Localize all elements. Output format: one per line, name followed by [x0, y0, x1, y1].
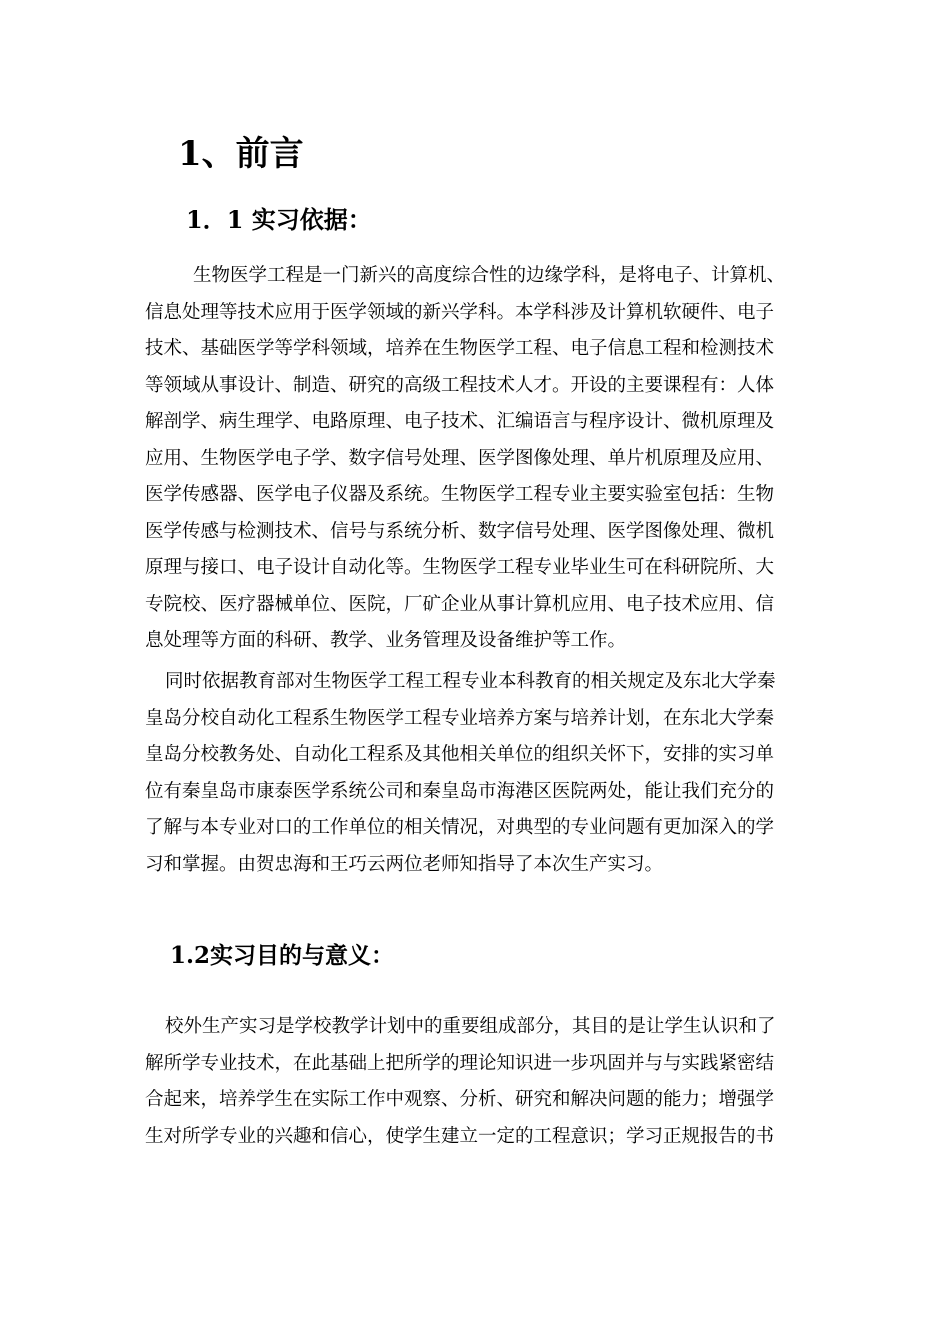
section-heading-purpose: 1.2实习目的与意义： — [170, 942, 395, 969]
text-line: 皇岛分校教务处、自动化工程系及其他相关单位的组织关怀下，安排的实习单 — [145, 744, 775, 765]
text-line: 校外生产实习是学校教学计划中的重要组成部分，其目的是让学生认识和了 — [165, 1016, 776, 1037]
text-line: 医学传感与检测技术、信号与系统分析、数字信号处理、医学图像处理、微机 — [145, 520, 775, 542]
text-line: 解所学专业技术，在此基础上把所学的理论知识进一步巩固并与与实践紧密结 — [145, 1052, 775, 1074]
text-line: 习和掌握。由贺忠海和王巧云两位老师知指导了本次生产实习。 — [145, 853, 664, 875]
section-heading-basis: 1．1 实习依据： — [186, 205, 372, 234]
text-line: 原理与接口、电子设计自动化等。生物医学工程专业毕业生可在科研院所、大 — [145, 557, 775, 578]
text-line: 医学传感器、医学电子仪器及系统。生物医学工程专业主要实验室包括：生物 — [145, 484, 775, 505]
text-line: 等领域从事设计、制造、研究的高级工程技术人才。开设的主要课程有：人体 — [145, 374, 775, 396]
text-line: 专院校、医疗器械单位、医院，厂矿企业从事计算机应用、电子技术应用、信 — [145, 593, 775, 615]
text-line: 合起来，培养学生在实际工作中观察、分析、研究和解决问题的能力；增强学 — [145, 1089, 775, 1110]
text-line: 应用、生物医学电子学、数字信号处理、医学图像处理、单片机原理及应用、 — [145, 447, 775, 469]
text-line: 息处理等方面的科研、教学、业务管理及设备维护等工作。 — [145, 630, 627, 651]
text-line: 了解与本专业对口的工作单位的相关情况，对典型的专业问题有更加深入的学 — [145, 817, 775, 838]
text-line: 信息处理等技术应用于医学领域的新兴学科。本学科涉及计算机软硬件、电子 — [145, 301, 775, 323]
text-line: 生对所学专业的兴趣和信心，使学生建立一定的工程意识；学习正规报告的书 — [145, 1125, 775, 1147]
text-line: 解剖学、病生理学、电路原理、电子技术、汇编语言与程序设计、微机原理及 — [145, 411, 775, 432]
text-line: 技术、基础医学等学科领域，培养在生物医学工程、电子信息工程和检测技术 — [145, 338, 775, 359]
paragraph-purpose — [145, 1009, 807, 1155]
text-line: 皇岛分校自动化工程系生物医学工程专业培养方案与培养计划，在东北大学秦 — [145, 707, 775, 729]
paragraph-bme-intro — [145, 258, 807, 660]
paragraph-internship-basis — [145, 664, 807, 883]
text-line: 位有秦皇岛市康泰医学系统公司和秦皇岛市海港区医院两处，能让我们充分的 — [145, 780, 775, 802]
text-line: 生物医学工程是一门新兴的高度综合性的边缘学科，是将电子、计算机、 — [193, 265, 786, 286]
chapter-heading: 1、前言 — [178, 134, 304, 174]
text-line: 同时依据教育部对生物医学工程工程专业本科教育的相关规定及东北大学秦 — [165, 671, 776, 692]
